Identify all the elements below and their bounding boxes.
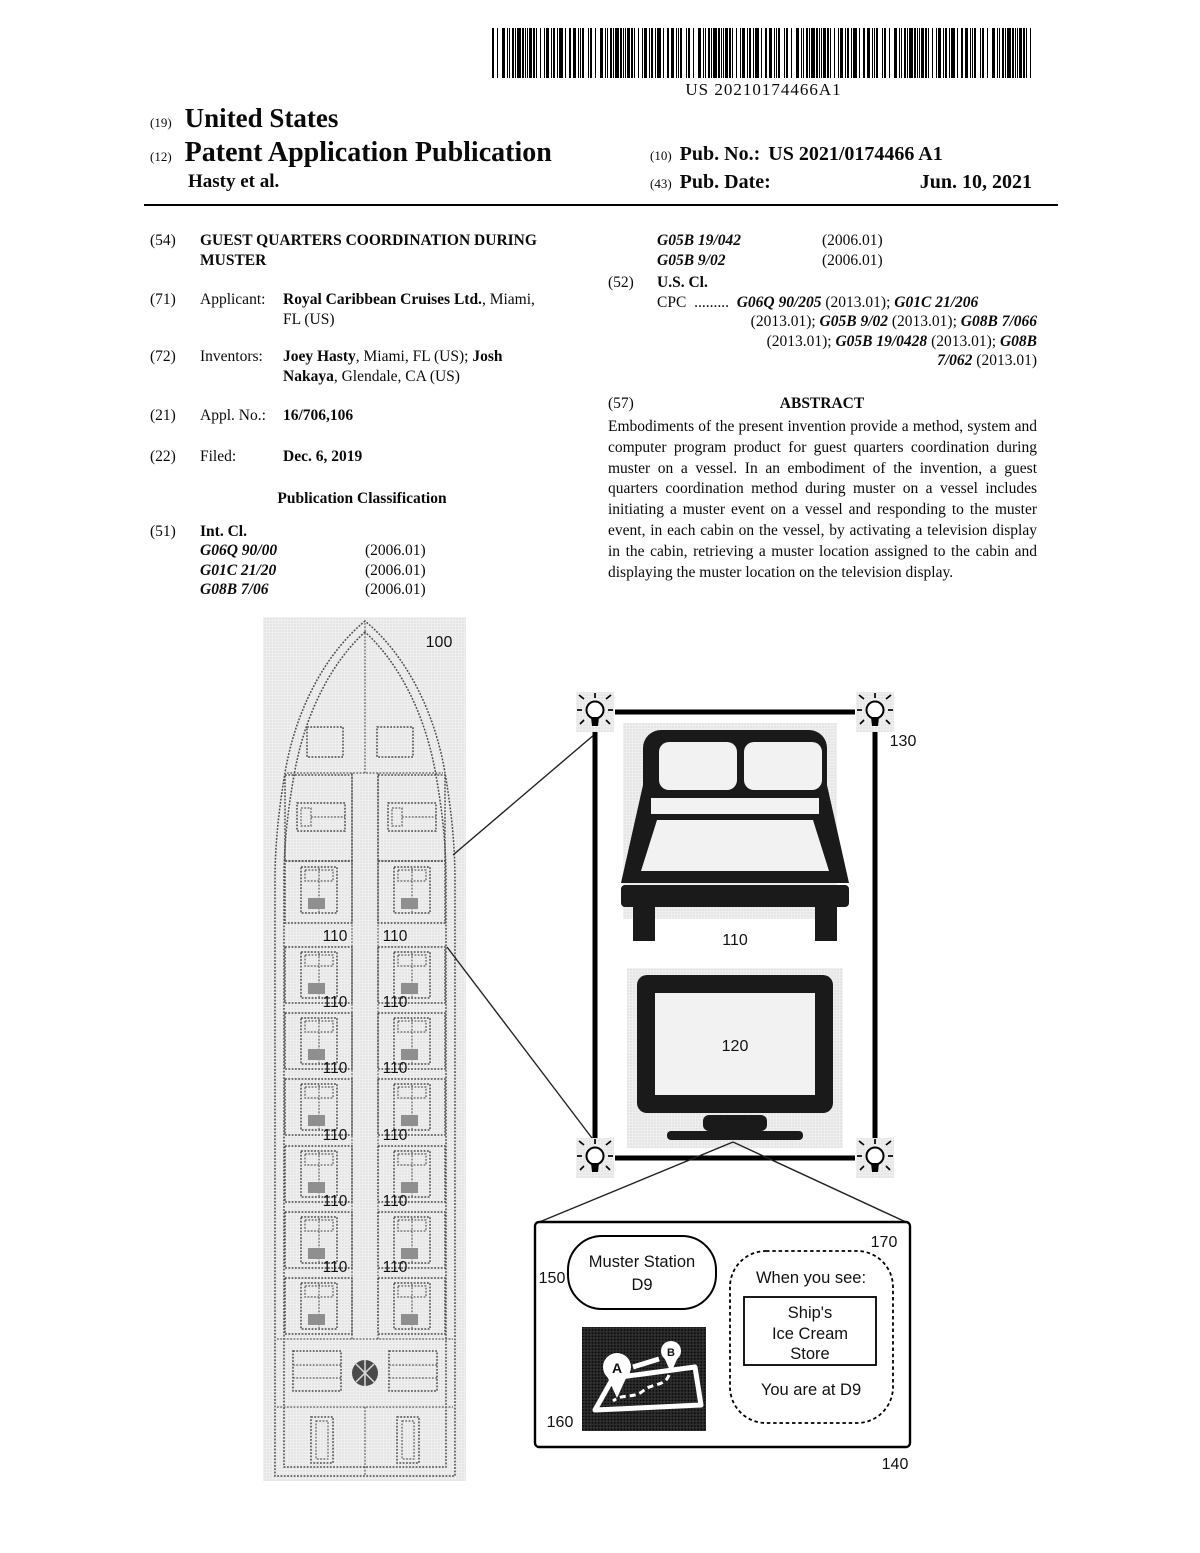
abstract-text: Embodiments of the present invention provide a method, system and computer program product for guest quarters coordination during muster on a vessel. In an embodiment of the invention, a guest quarters coordination method during muster on a vessel includes initiating a muster event on a vessel and responding to the muster event, in each cabin on the vessel, by activating a television display in the cabin, retrieving a muster location assigned to the cabin and displaying the muster location on the television display. <box>608 418 1037 581</box>
muster-station-code: D9 <box>631 1276 653 1294</box>
title-row <box>150 231 592 270</box>
field-code-22: (22) <box>150 447 176 465</box>
callout-reference-label: 140 <box>881 1456 909 1473</box>
ship-cabin-label: 110 <box>322 1193 348 1210</box>
barcode-number: US 20210174466A1 <box>685 80 842 99</box>
appl-no-label: Appl. No.: <box>200 407 266 424</box>
ship-deck-plan <box>263 617 466 1481</box>
abstract-heading: ABSTRACT <box>779 394 865 412</box>
publication-classification-heading: Publication Classification <box>277 490 447 507</box>
filed-row <box>150 447 592 467</box>
pub-no-value: US 2021/0174466 A1 <box>768 143 943 165</box>
applicant-value <box>283 290 535 329</box>
lights-reference-label: 130 <box>889 733 917 750</box>
field-code-12: (12) <box>150 149 172 164</box>
inventors-value <box>283 347 502 386</box>
sign-reference-label: 170 <box>870 1234 898 1251</box>
pub-no-line <box>650 143 1035 166</box>
applicant-label: Applicant: <box>200 291 266 308</box>
int-cl-year: (2006.01) <box>822 251 883 269</box>
left-column <box>150 231 592 600</box>
ship-wheel-icon <box>352 1360 378 1386</box>
lightbulb-icon <box>576 692 614 732</box>
ship-cabin-label: 110 <box>382 1193 408 1210</box>
int-cl-label: Int. Cl. <box>200 522 247 540</box>
field-code-71: (71) <box>150 291 176 308</box>
int-cl-code: G08B 7/06 <box>200 581 269 598</box>
ship-cabin-label: 110 <box>382 1060 408 1077</box>
ship-cabin-label: 110 <box>322 1127 348 1144</box>
us-cl-row <box>608 273 1037 293</box>
store-name-line2: Ice Cream <box>771 1325 849 1343</box>
ship-cabin-label: 110 <box>382 1259 408 1276</box>
when-you-see-text: When you see: <box>755 1269 867 1287</box>
field-code-51: (51) <box>150 522 176 540</box>
country-name: United States <box>184 103 339 133</box>
int-cl-row <box>150 522 592 542</box>
ship-reference-label: 100 <box>425 634 453 651</box>
connector-line-top <box>453 734 595 855</box>
field-code-19: (19) <box>150 115 172 130</box>
pub-no-label: Pub. No.: <box>679 143 761 165</box>
lightbulb-icon <box>576 1138 614 1178</box>
muster-callout <box>535 1222 910 1473</box>
filed-value: Dec. 6, 2019 <box>283 447 363 465</box>
int-cl-code: G05B 19/042 <box>657 232 741 249</box>
patent-figure <box>255 615 960 1490</box>
tv-icon <box>627 968 843 1148</box>
abstract-heading-row <box>608 394 1037 414</box>
barcode <box>492 28 1035 78</box>
appl-no-row <box>150 406 592 426</box>
field-code-54: (54) <box>150 232 176 249</box>
store-name-line1: Ship's <box>787 1304 833 1322</box>
int-cl-year: (2006.01) <box>365 561 426 579</box>
pin-a-letter: A <box>611 1360 623 1376</box>
inventors-row <box>150 347 592 386</box>
lightbulb-icon <box>856 692 894 732</box>
field-code-57: (57) <box>608 394 634 412</box>
ship-cabin-label: 110 <box>382 928 408 945</box>
country-line <box>150 103 338 134</box>
muster-station-text: Muster Station <box>588 1253 696 1271</box>
connector-line-bottom <box>447 947 595 1142</box>
you-are-at-text: You are at D9 <box>760 1381 862 1399</box>
int-cl-code: G06Q 90/00 <box>200 542 278 559</box>
tv-reference-label: 120 <box>721 1038 749 1055</box>
cpc-line: CPC ......... G06Q 90/205 (2013.01); G01C 21/206 <box>657 293 979 311</box>
pub-date-value: Jun. 10, 2021 <box>919 171 1032 193</box>
field-code-72: (72) <box>150 348 176 365</box>
header-rule <box>144 204 1058 206</box>
int-cl-entry <box>200 580 592 600</box>
cpc-line: (2013.01); G05B 19/0428 (2013.01); G08B <box>766 332 1037 350</box>
cpc-block <box>657 293 1037 371</box>
us-cl-label: U.S. Cl. <box>657 274 708 291</box>
cpc-line: (2013.01); G05B 9/02 (2013.01); G08B 7/066 <box>750 313 1037 330</box>
doc-type: Patent Application Publication <box>184 137 552 168</box>
field-code-10: (10) <box>650 148 672 163</box>
cpc-line: 7/062 (2013.01) <box>937 352 1037 369</box>
bed-icon <box>621 723 849 941</box>
applicant-row <box>150 290 592 329</box>
int-cl-year: (2006.01) <box>822 232 883 249</box>
map-icon <box>582 1327 706 1431</box>
int-cl-entry <box>200 541 592 561</box>
authors: Hasty et al. <box>188 171 280 192</box>
store-name-line3: Store <box>790 1345 830 1363</box>
int-cl-code: G05B 9/02 <box>657 251 726 269</box>
invention-title: GUEST QUARTERS COORDINATION DURING MUSTER <box>200 232 537 269</box>
inventors-label: Inventors: <box>200 348 263 365</box>
int-cl-year: (2006.01) <box>365 542 426 559</box>
pin-b-letter: B <box>667 1347 675 1359</box>
filed-label: Filed: <box>200 447 237 465</box>
inventors-line-1: Joey Hasty, Miami, FL (US); Josh <box>283 348 503 365</box>
zoom-line-left <box>537 1142 733 1223</box>
inventors-line-2: Nakaya, Glendale, CA (US) <box>283 367 460 385</box>
applicant-line-1: Royal Caribbean Cruises Ltd., Miami, <box>283 291 535 308</box>
doc-type-line <box>150 137 552 169</box>
ship-cabin-label: 110 <box>322 928 348 945</box>
applicant-line-2: FL (US) <box>283 310 335 328</box>
lightbulb-icon <box>856 1138 894 1178</box>
int-cl-entry <box>657 251 1037 271</box>
ship-cabin-label: 110 <box>322 994 348 1011</box>
field-code-43: (43) <box>650 176 672 191</box>
pub-date-line <box>650 171 1032 194</box>
cabin-detail-panel <box>576 692 916 1178</box>
field-code-21: (21) <box>150 407 176 424</box>
muster-reference-label: 150 <box>538 1270 566 1287</box>
ship-cabin-label: 110 <box>382 1127 408 1144</box>
muster-station-bubble <box>568 1236 716 1309</box>
int-cl-entry <box>657 231 1037 251</box>
ship-cabin-label: 110 <box>322 1259 348 1276</box>
appl-no-value: 16/706,106 <box>283 407 354 424</box>
right-column <box>608 231 1037 583</box>
int-cl-year: (2006.01) <box>365 581 426 598</box>
map-reference-label: 160 <box>546 1414 574 1431</box>
int-cl-entry <box>200 561 592 581</box>
ship-cabin-label: 110 <box>382 994 408 1011</box>
tv-message-bubble <box>730 1251 893 1423</box>
ship-cabin-label: 110 <box>322 1060 348 1077</box>
field-code-52: (52) <box>608 274 634 291</box>
int-cl-code: G01C 21/20 <box>200 561 277 579</box>
pub-date-label: Pub. Date: <box>679 171 771 193</box>
bed-reference-label: 110 <box>722 932 748 949</box>
